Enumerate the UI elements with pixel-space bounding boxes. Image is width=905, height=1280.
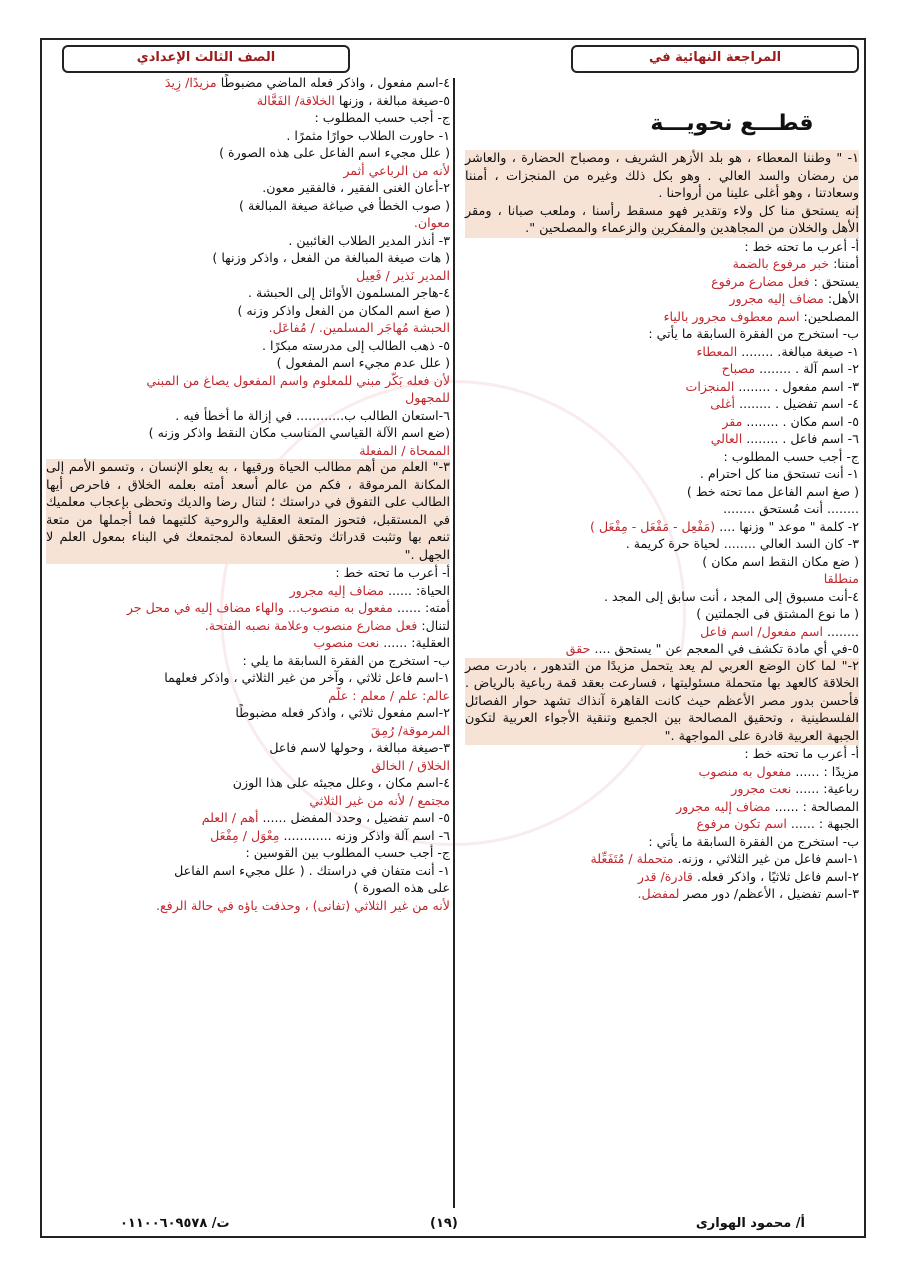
line-text: أ- أعرب ما تحته خط : bbox=[744, 746, 859, 761]
text-line bbox=[46, 599, 450, 617]
line-text: أمته: ...... bbox=[396, 600, 450, 615]
text-line bbox=[46, 687, 450, 705]
line-text: ٢-" لما كان الوضع العربي لم يعد يتحمل مزيدًا من التدهور ، بادرت مصر الخلاقة كالعهد بها متحملة مسئوليتها ، فسارعت بعقد قمة رباعية بالرياض . فأحسن بدور مصر الأعظم حيث كانت القاهرة آنذاك تشهد حوار الفصائل الفلسطينية ، وتحقيق المصالحة بين الجميع وتنقية الأجواء العربية لتكون الجبهة العربية قادرة على المواجهة ." bbox=[465, 658, 859, 744]
text-line bbox=[46, 267, 450, 285]
answer-text: قادرة/ قدر bbox=[637, 868, 693, 884]
answer-text: لأن فعله بَكَّر مبني للمعلوم واسم المفعول يصاغ من المبني bbox=[146, 372, 450, 388]
line-text: ٤-اسم مفعول ، واذكر فعله الماضي مضبوطًا bbox=[220, 75, 450, 90]
text-line bbox=[46, 407, 450, 425]
line-text: ٣-اسم تفضيل ، الأعظم/ دور مصر bbox=[683, 886, 859, 901]
answer-text: عالم: علم / معلم : علّم bbox=[328, 687, 450, 703]
answer-text: مزيدًا/ زِيدَ bbox=[164, 75, 217, 90]
text-line bbox=[465, 763, 859, 781]
header-subject-box bbox=[571, 45, 859, 73]
line-text: ٥- اسم مكان . ........ bbox=[746, 413, 859, 429]
text-line bbox=[465, 535, 859, 553]
footer-author: أ/ محمود الهوارى bbox=[695, 1216, 805, 1231]
text-line bbox=[465, 640, 859, 658]
answer-text: الممحاة / المفعلة bbox=[359, 442, 450, 458]
line-text: الجبهة : ...... bbox=[790, 816, 859, 831]
text-line bbox=[46, 214, 450, 232]
text-line bbox=[46, 879, 450, 897]
line-text: ١-اسم فاعل من غير الثلاثي ، وزنه. bbox=[677, 851, 859, 866]
line-text: ٤-أنت مسبوق إلى المجد ، أنت سابق إلى المجد . bbox=[604, 588, 859, 604]
text-line bbox=[465, 553, 859, 571]
text-line bbox=[465, 273, 859, 291]
line-text: على هذه الصورة ) bbox=[353, 880, 450, 895]
text-line bbox=[465, 605, 859, 623]
line-text: ........ أنت مُستحق ........ bbox=[723, 501, 859, 516]
line-text: ١- صيغة مبالغة. ........ bbox=[741, 343, 859, 359]
text-line bbox=[46, 74, 450, 92]
text-line bbox=[465, 500, 859, 518]
answer-text: مفعول به منصوب bbox=[698, 763, 792, 779]
line-text: ٢- كلمة " موعد " وزنها .... bbox=[719, 518, 859, 534]
line-text: أ- أعرب ما تحته خط : bbox=[744, 238, 859, 254]
text-line bbox=[46, 372, 450, 390]
passage-paragraph bbox=[465, 203, 859, 238]
line-text: ( صغ اسم المكان من الفعل واذكر وزنه ) bbox=[237, 302, 450, 318]
answer-text: الخلاقة/ الفَعَّالة bbox=[256, 92, 335, 108]
answer-text: نعت مجرور bbox=[731, 781, 792, 796]
line-text: ( هات صيغة المبالغة من الفعل ، واذكر وزنها ) bbox=[212, 250, 450, 265]
left-column bbox=[46, 74, 450, 914]
line-text: ٢- اسم آلة . ........ bbox=[759, 361, 859, 376]
footer-page-number: (١٩) bbox=[430, 1216, 458, 1231]
text-line bbox=[465, 290, 859, 308]
text-line bbox=[465, 850, 859, 868]
answer-text: العالي bbox=[710, 431, 743, 446]
line-text: ٥- اسم تفضيل ، وحدد المفضل ...... bbox=[262, 810, 450, 825]
line-text: لتنال: bbox=[421, 617, 450, 633]
text-line bbox=[46, 144, 450, 162]
line-text: ٣- أنذر المدير الطلاب الغائبين . bbox=[288, 232, 450, 248]
answer-text: المنجزات bbox=[685, 378, 735, 394]
line-text: ٢-اسم فاعل ثلاثيًا ، واذكر فعله. bbox=[696, 868, 859, 884]
line-text: ( علل عدم مجيء اسم المفعول ) bbox=[276, 355, 450, 370]
answer-text: معوان. bbox=[413, 215, 450, 230]
passage-paragraph bbox=[46, 459, 450, 564]
text-line bbox=[46, 92, 450, 110]
text-line bbox=[465, 325, 859, 343]
text-line bbox=[465, 815, 859, 833]
text-line bbox=[465, 623, 859, 641]
line-text: ٣-" العلم من أهم مطالب الحياة ورقيها ، به يعلو الإنسان ، وتسمو الأمم إلى المكانة المرموقة ، فكم من عالم أسعد أمته بعلمه الخلاق ، فاحرص أيها الطالب على التفوق في دراستك ؛ لتنال رضا والديك وتحظى بإعجاب معلميك في المستقبل، فتحوز المتعة العقلية والروحية كلتيهما فما أجملها من متعة تنعم بها وتثبت قدراتك وتحقق السعادة لمجتمعك في البناء بمعول العلم لا الجهل ." bbox=[46, 460, 450, 563]
right-column bbox=[465, 74, 859, 903]
line-text: ٥- ذهب الطالب إلى مدرسته مبكرًا . bbox=[262, 337, 450, 353]
text-line bbox=[46, 827, 450, 845]
column-divider bbox=[453, 78, 455, 1208]
answer-text: الخلاق / الخالق bbox=[371, 757, 450, 773]
text-line bbox=[465, 885, 859, 903]
line-text: المصلحين: bbox=[803, 308, 859, 324]
line-text: ١- حاورت الطلاب حوارًا مثمرًا . bbox=[286, 127, 450, 143]
answer-text: أغلى bbox=[710, 396, 736, 411]
answer-text: مِعْوَل / مِفْعَل bbox=[210, 827, 280, 843]
text-line bbox=[46, 617, 450, 635]
text-line bbox=[46, 109, 450, 127]
line-text: ب- استخرج من الفقرة السابقة ما يلي : bbox=[242, 652, 450, 668]
answer-text: منطلقا bbox=[823, 571, 859, 586]
text-line bbox=[46, 389, 450, 407]
header-subject: المراجعة النهائية في bbox=[648, 50, 782, 65]
text-line bbox=[465, 395, 859, 413]
line-text: ج- أجب حسب المطلوب : bbox=[723, 448, 859, 464]
text-line bbox=[46, 757, 450, 775]
text-line bbox=[465, 798, 859, 816]
text-line bbox=[46, 302, 450, 320]
line-text: ٦- اسم فاعل . ........ bbox=[746, 431, 859, 446]
text-line bbox=[46, 774, 450, 792]
text-line bbox=[465, 238, 859, 256]
answer-text: لأنه من غير الثلاثي (تفانى) ، وحذفت ياؤه في حالة الرفع. bbox=[155, 897, 450, 913]
text-line bbox=[46, 319, 450, 337]
header-grade-box bbox=[62, 45, 350, 73]
line-text: إنه يستحق منا كل ولاء وتقدير فهو مسقط رأسنا ، وملعب صبانا ، ومقر الأهل والخلان من المجاهدين والمفكرين والزعماء والمصلحين ". bbox=[465, 203, 859, 236]
line-text: ج- أجب حسب المطلوب بين القوسين : bbox=[245, 845, 450, 860]
line-text: الأهل: bbox=[827, 291, 859, 306]
text-line bbox=[46, 897, 450, 915]
line-text: ٢-أعان الغنى الفقير ، فالفقير معون. bbox=[262, 180, 450, 195]
line-text: ٣- اسم مفعول . ........ bbox=[738, 378, 859, 394]
answer-text: حقق bbox=[565, 641, 591, 656]
line-text: ١- " وطننا المعطاء ، هو بلد الأزهر الشريف ، ومصباح الحضارة ، والعاشر من رمضان والسد العالي . وهو بكل ذلك وغيره من المنجزات ، أمننا وسعادتنا ، وهو أغلى علينا من أرواحنا . bbox=[465, 151, 859, 201]
answer-text: مضاف إليه مجرور bbox=[729, 291, 824, 306]
passage-paragraph bbox=[465, 658, 859, 746]
text-line bbox=[46, 652, 450, 670]
line-text: المصالحة : ...... bbox=[774, 798, 859, 814]
text-line bbox=[465, 448, 859, 466]
line-text: ٤- اسم تفضيل . ........ bbox=[739, 396, 859, 411]
text-line bbox=[465, 483, 859, 501]
line-text: ٥-في أي مادة تكشف في المعجم عن " يستحق .... bbox=[594, 641, 859, 656]
text-line bbox=[46, 634, 450, 652]
answer-text: لمفضل. bbox=[637, 886, 680, 901]
answer-text: خبر مرفوع بالضمة bbox=[732, 256, 830, 271]
answer-text: اسم تكون مرفوع bbox=[696, 816, 787, 831]
line-text: (ضع اسم الآلة القياسي المناسب مكان النقط واذكر وزنه ) bbox=[148, 425, 450, 440]
answer-text: فعل مضارع منصوب وعلامة نصبه الفتحة. bbox=[204, 617, 418, 633]
text-line bbox=[46, 354, 450, 372]
text-line bbox=[465, 255, 859, 273]
text-line bbox=[46, 704, 450, 722]
text-line bbox=[465, 570, 859, 588]
text-line bbox=[46, 424, 450, 442]
line-text: ١- أنت تستحق منا كل احترام . bbox=[699, 466, 859, 481]
passage-paragraph bbox=[465, 150, 859, 203]
line-text: ٤-هاجر المسلمون الأوائل إلى الحبشة . bbox=[248, 285, 450, 300]
answer-text: أهم / العلم bbox=[201, 810, 259, 825]
line-text: يستحق : bbox=[813, 273, 859, 289]
text-line bbox=[465, 430, 859, 448]
text-line bbox=[46, 442, 450, 460]
text-line bbox=[465, 868, 859, 886]
line-text: ب- استخرج من الفقرة السابقة ما يأتي : bbox=[648, 833, 859, 849]
text-line bbox=[46, 284, 450, 302]
line-text: ٢-اسم مفعول ثلاثي ، واذكر فعله مضبوطًا bbox=[235, 705, 450, 720]
answer-text: مضاف إليه مجرور bbox=[289, 582, 385, 598]
text-line bbox=[465, 833, 859, 851]
text-line bbox=[465, 378, 859, 396]
text-line bbox=[46, 232, 450, 250]
text-line bbox=[46, 197, 450, 215]
footer-phone: ت/ ٠١١٠٠٦٠٩٥٧٨ bbox=[120, 1216, 230, 1231]
answer-text: مفعول به منصوب... والهاء مضاف إليه في محل جر bbox=[126, 600, 393, 615]
text-line bbox=[46, 564, 450, 582]
line-text: العقلية: ...... bbox=[383, 635, 450, 650]
answer-text: لأنه من الرباعي أثمر bbox=[343, 162, 450, 178]
text-line bbox=[465, 588, 859, 606]
line-text: رباعية: ...... bbox=[795, 781, 859, 796]
header-grade: الصف الثالث الإعدادي bbox=[136, 50, 276, 65]
line-text: ( علل مجيء اسم الفاعل على هذه الصورة ) bbox=[219, 145, 450, 160]
text-line bbox=[46, 792, 450, 810]
text-line bbox=[465, 465, 859, 483]
text-line bbox=[46, 844, 450, 862]
line-text: ٣-صيغة مبالغة ، وحولها لاسم فاعل bbox=[269, 740, 450, 755]
text-line bbox=[46, 809, 450, 827]
text-line bbox=[46, 862, 450, 880]
text-line bbox=[46, 739, 450, 757]
text-line bbox=[46, 582, 450, 600]
text-line bbox=[465, 518, 859, 536]
answer-text: فعل مضارع مرفوع bbox=[711, 273, 810, 289]
answer-text: اسم مفعول/ اسم فاعل bbox=[700, 623, 823, 639]
text-line bbox=[46, 249, 450, 267]
answer-text: مصباح bbox=[721, 361, 756, 376]
line-text: ٤-اسم مكان ، وعلل مجيئه على هذا الوزن bbox=[232, 775, 450, 790]
answer-text: للمجهول bbox=[405, 390, 450, 405]
line-text: أ- أعرب ما تحته خط : bbox=[335, 565, 450, 580]
line-text: ( صوب الخطأ في صياغة صيغة المبالغة ) bbox=[239, 197, 450, 213]
line-text: ١- أنت متفان في دراستك . ( علل مجيء اسم الفاعل bbox=[174, 862, 450, 878]
text-line bbox=[465, 745, 859, 763]
text-line bbox=[46, 722, 450, 740]
answer-text: مضاف إليه مجرور bbox=[676, 798, 771, 814]
line-text: ٦- اسم آلة واذكر وزنه ............ bbox=[283, 827, 450, 843]
line-text: ٣- كان السد العالي ........ لحياة حرة كريمة . bbox=[625, 536, 859, 551]
text-line bbox=[465, 780, 859, 798]
line-text: ( ما نوع المشتق فى الجملتين ) bbox=[696, 606, 859, 621]
text-line bbox=[465, 360, 859, 378]
line-text: ٦-استعان الطالب ب............ في إزالة ما أخطأ فيه . bbox=[175, 407, 450, 423]
line-text: ١-اسم فاعل ثلاثي ، وآخر من غير الثلاثي ، واذكر فعلهما bbox=[164, 670, 450, 685]
answer-text: نعت منصوب bbox=[313, 635, 380, 650]
answer-text: مقر bbox=[722, 413, 743, 429]
answer-text: (مَفْعِل - مَفْعَل - مِفْعَل ) bbox=[590, 518, 716, 534]
answer-text: مجتمع / لأنه من غير الثلاثي bbox=[309, 792, 450, 808]
page-title: قطـــع نحويـــة bbox=[650, 111, 814, 136]
line-text: مزيدًا : ...... bbox=[795, 763, 859, 779]
line-text: ( ضع مكان النقط اسم مكان ) bbox=[702, 553, 859, 569]
answer-text: المدير نَذير / فَعِيل bbox=[356, 267, 450, 283]
text-line bbox=[465, 343, 859, 361]
line-text: ٥-صيغة مبالغة ، وزنها bbox=[338, 92, 450, 108]
line-text: الحياة: ...... bbox=[388, 582, 450, 598]
line-text: ب- استخرج من الفقرة السابقة ما يأتي : bbox=[648, 326, 859, 341]
answer-text: الحبشة مُهاجَر المسلمين. / مُفاعَل. bbox=[268, 320, 450, 335]
answer-text: متحملة / مُتَفَعِّلة bbox=[590, 851, 674, 866]
line-text: ج- أجب حسب المطلوب : bbox=[314, 110, 450, 125]
line-text: أمننا: bbox=[833, 256, 859, 271]
text-line bbox=[465, 413, 859, 431]
line-text: ( صغ اسم الفاعل مما تحته خط ) bbox=[686, 483, 859, 499]
text-line bbox=[46, 179, 450, 197]
text-line bbox=[46, 127, 450, 145]
text-line bbox=[465, 308, 859, 326]
answer-text: اسم معطوف مجرور بالياء bbox=[663, 308, 800, 324]
line-text: ........ bbox=[826, 623, 859, 639]
text-line bbox=[46, 669, 450, 687]
text-line bbox=[46, 337, 450, 355]
answer-text: المعطاء bbox=[696, 343, 738, 359]
answer-text: المرموقة/ رُمِقَ bbox=[370, 722, 450, 738]
text-line bbox=[46, 162, 450, 180]
